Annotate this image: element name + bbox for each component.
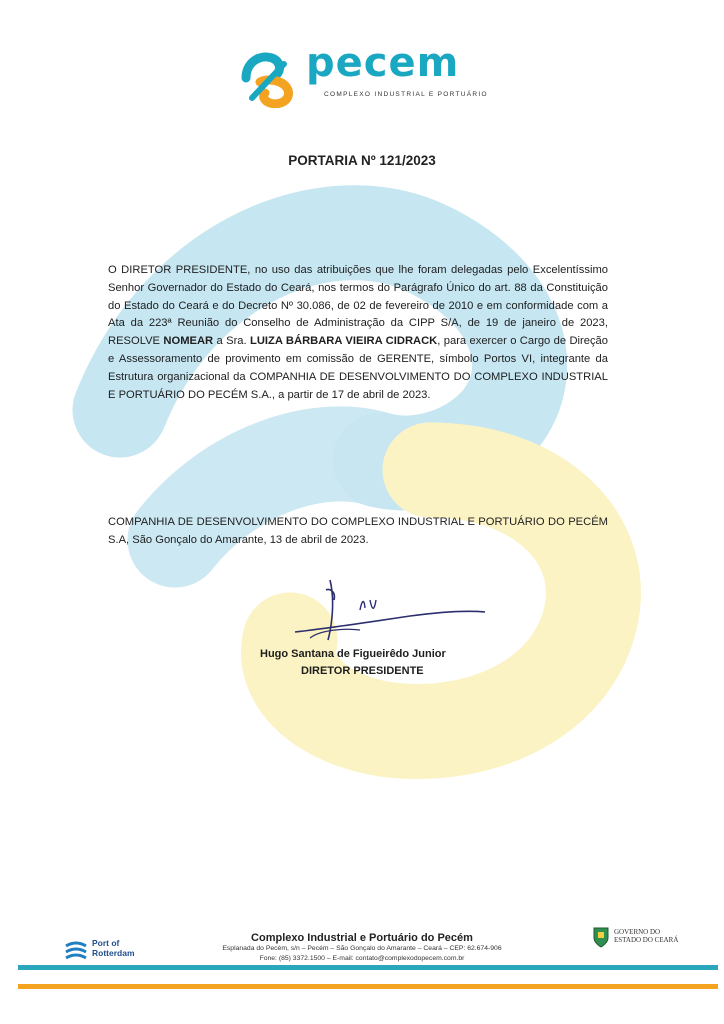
port-of-rotterdam-label: Port of Rotterdam [92, 938, 135, 958]
pecem-logo-icon [238, 48, 298, 108]
document-title: PORTARIA Nº 121/2023 [288, 153, 436, 168]
body-bold-action: NOMEAR [163, 335, 214, 348]
pecem-logo [238, 40, 488, 108]
logo-subtitle: COMPLEXO INDUSTRIAL E PORTUÁRIO [324, 91, 488, 98]
signer-role: DIRETOR PRESIDENTE [301, 665, 424, 677]
body-text-part: O DIRETOR PRESIDENTE, no uso das atribuições que lhe foram delegadas pelo Excelentíssimo Senhor Governador do Estado do Ceará, nos termos do Parágrafo Único do art. 88 da Constituição do Estado do Ceará e do Decreto Nº 30.086, de 02 de fevereiro de 2010 e em conformidade com a Ata da 223ª Reunião do Conselho de Administração da CIPP S/A, de 19 de janeiro de 2023, RESOLVE [108, 264, 608, 348]
footer-stripe-gap [18, 970, 718, 984]
logo-wordmark: pecem [306, 40, 460, 86]
ceara-coat-of-arms-icon [592, 926, 610, 948]
signature-mark [290, 570, 490, 650]
footer-contact: Fone: (85) 3372.1500 – E-mail: contato@complexodopecem.com.br [259, 955, 465, 962]
document-closing: COMPANHIA DE DESENVOLVIMENTO DO COMPLEXO INDUSTRIAL E PORTUÁRIO DO PECÉM S.A, São Gonçalo do Amarante, 13 de abril de 2023. [108, 516, 608, 546]
body-bold-name: LUIZA BÁRBARA VIEIRA CIDRACK [250, 335, 438, 348]
body-text-part: , para exercer o Cargo de Direção e Assessoramento de provimento em comissão de GERENTE, símbolo Portos VI, integrante da Estrutura organizacional da COMPANHIA DE DESENVOLVIMENTO DO COMPLEXO INDUSTRIAL E PORTUÁRIO DO PECÉM S.A., a partir de 17 de abril de 2023. [108, 335, 608, 401]
government-logo-label: GOVERNO DO ESTADO DO CEARÁ [614, 928, 679, 944]
footer-org-name: Complexo Industrial e Portuário do Pecém [251, 932, 473, 944]
signer-name: Hugo Santana de Figueirêdo Junior [260, 648, 446, 660]
footer-stripe-orange [18, 984, 718, 989]
government-logo [592, 926, 682, 956]
footer-address: Esplanada do Pecém, s/n – Pecém – São Gonçalo do Amarante – Ceará – CEP: 62.674-906 [222, 945, 502, 952]
document-body [108, 262, 608, 404]
body-text-part: a Sra. [213, 335, 251, 348]
